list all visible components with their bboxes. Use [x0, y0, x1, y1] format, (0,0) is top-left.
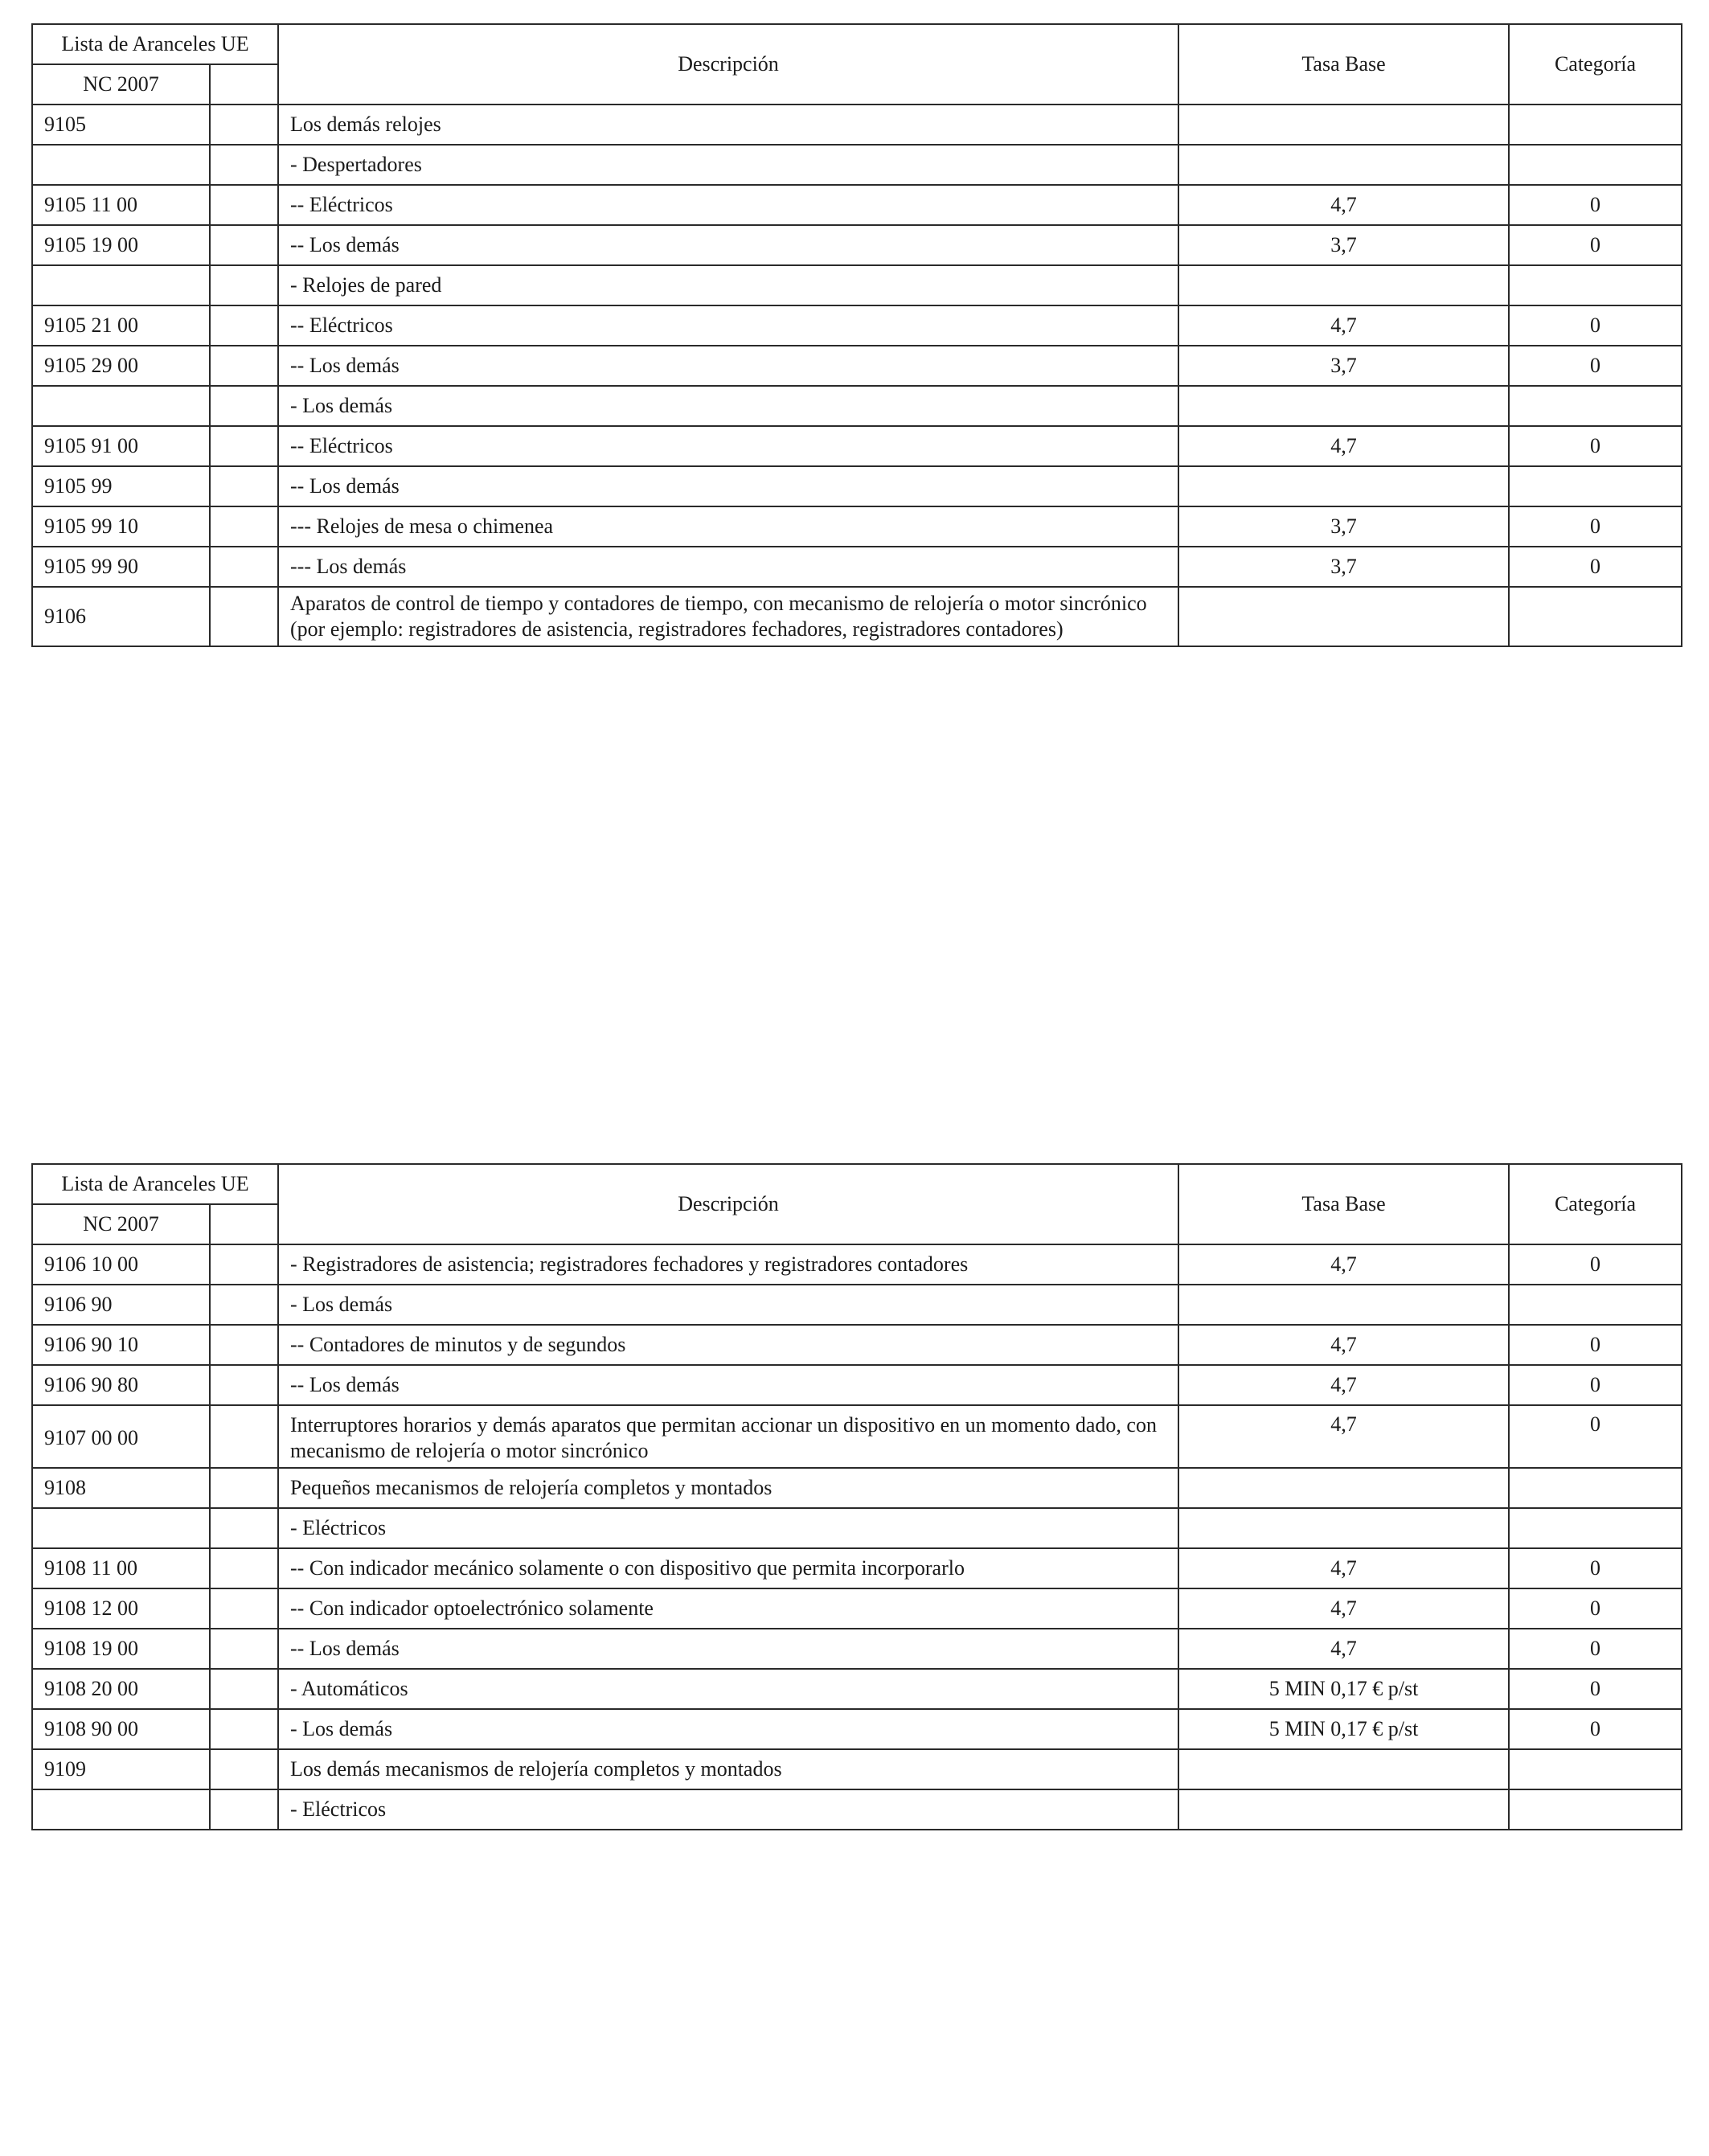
description: -- Los demás: [278, 346, 1178, 386]
base-rate: [1178, 1285, 1509, 1325]
base-rate: 4,7: [1178, 185, 1509, 225]
description: Interruptores horarios y demás aparatos que permitan accionar un dispositivo en un momento dado, con mecanismo de relojería o motor sincrónico: [278, 1405, 1178, 1468]
tariff-code: 9105 99 10: [32, 506, 210, 547]
description: -- Contadores de minutos y de segundos: [278, 1325, 1178, 1365]
table-row: [32, 587, 1682, 646]
sub-code: [210, 506, 278, 547]
base-rate: [1178, 105, 1509, 145]
header-blank: [210, 1204, 278, 1244]
base-rate: [1178, 386, 1509, 426]
header-categoria: Categoría: [1509, 24, 1682, 105]
category: 0: [1509, 1325, 1682, 1365]
header-row: [32, 1164, 1682, 1204]
base-rate: [1178, 145, 1509, 185]
tariff-code: [32, 145, 210, 185]
tariff-code: 9105 29 00: [32, 346, 210, 386]
tariff-code: 9106 90 80: [32, 1365, 210, 1405]
table-row: [32, 225, 1682, 265]
category: [1509, 466, 1682, 506]
table-row: [32, 1508, 1682, 1548]
sub-code: [210, 386, 278, 426]
table-row: [32, 1789, 1682, 1830]
tariff-code: 9105 91 00: [32, 426, 210, 466]
header-categoria: Categoría: [1509, 1164, 1682, 1244]
base-rate: 5 MIN 0,17 € p/st: [1178, 1709, 1509, 1749]
description: - Eléctricos: [278, 1789, 1178, 1830]
tariff-code: 9105 19 00: [32, 225, 210, 265]
tariff-code: 9106 90: [32, 1285, 210, 1325]
header-tasa-base: Tasa Base: [1178, 1164, 1509, 1244]
base-rate: [1178, 1468, 1509, 1508]
category: 0: [1509, 185, 1682, 225]
tariff-code: 9109: [32, 1749, 210, 1789]
header-row: [32, 24, 1682, 64]
table-row: [32, 145, 1682, 185]
base-rate: [1178, 1789, 1509, 1830]
base-rate: 4,7: [1178, 1629, 1509, 1669]
tariff-code: 9108 90 00: [32, 1709, 210, 1749]
description: Aparatos de control de tiempo y contadores de tiempo, con mecanismo de relojería o motor sincrónico (por ejemplo: registradores de asistencia, registradores fechadores, registradores contadores): [278, 587, 1178, 646]
tariff-code: 9105: [32, 105, 210, 145]
description: - Relojes de pared: [278, 265, 1178, 305]
category: [1509, 265, 1682, 305]
category: 0: [1509, 225, 1682, 265]
sub-code: [210, 587, 278, 646]
base-rate: 3,7: [1178, 506, 1509, 547]
description: -- Los demás: [278, 1365, 1178, 1405]
sub-code: [210, 185, 278, 225]
description: -- Los demás: [278, 1629, 1178, 1669]
sub-code: [210, 1749, 278, 1789]
category: [1509, 587, 1682, 646]
sub-code: [210, 1588, 278, 1629]
base-rate: 4,7: [1178, 305, 1509, 346]
category: 0: [1509, 1548, 1682, 1588]
header-descripcion: Descripción: [278, 24, 1178, 105]
tariff-code: 9106 90 10: [32, 1325, 210, 1365]
sub-code: [210, 426, 278, 466]
category: 0: [1509, 426, 1682, 466]
base-rate: 4,7: [1178, 426, 1509, 466]
sub-code: [210, 1285, 278, 1325]
description: - Automáticos: [278, 1669, 1178, 1709]
category: [1509, 105, 1682, 145]
table-row: [32, 547, 1682, 587]
tariff-code: 9108 19 00: [32, 1629, 210, 1669]
sub-code: [210, 225, 278, 265]
sub-code: [210, 105, 278, 145]
header-tasa-base: Tasa Base: [1178, 24, 1509, 105]
category: 0: [1509, 1709, 1682, 1749]
category: 0: [1509, 1588, 1682, 1629]
description: -- Eléctricos: [278, 426, 1178, 466]
header-lista: Lista de Aranceles UE: [32, 1164, 278, 1204]
base-rate: 4,7: [1178, 1325, 1509, 1365]
tariff-code: [32, 1789, 210, 1830]
table-row: [32, 466, 1682, 506]
category: [1509, 386, 1682, 426]
table-row: [32, 1244, 1682, 1285]
tariff-code: 9108 20 00: [32, 1669, 210, 1709]
table-row: [32, 1669, 1682, 1709]
category: 0: [1509, 1669, 1682, 1709]
tariff-code: [32, 1508, 210, 1548]
base-rate: 4,7: [1178, 1244, 1509, 1285]
description: - Eléctricos: [278, 1508, 1178, 1548]
table-row: [32, 305, 1682, 346]
sub-code: [210, 1325, 278, 1365]
category: [1509, 1508, 1682, 1548]
category: 0: [1509, 305, 1682, 346]
category: [1509, 1789, 1682, 1830]
description: -- Eléctricos: [278, 185, 1178, 225]
base-rate: [1178, 1749, 1509, 1789]
base-rate: 4,7: [1178, 1588, 1509, 1629]
sub-code: [210, 305, 278, 346]
table-row: [32, 1468, 1682, 1508]
table-row: [32, 105, 1682, 145]
base-rate: [1178, 466, 1509, 506]
tariff-code: [32, 386, 210, 426]
tariff-code: [32, 265, 210, 305]
sub-code: [210, 1629, 278, 1669]
table-row: [32, 185, 1682, 225]
table-row: [32, 1548, 1682, 1588]
category: 0: [1509, 547, 1682, 587]
description: -- Con indicador mecánico solamente o con dispositivo que permita incorporarlo: [278, 1548, 1178, 1588]
sub-code: [210, 265, 278, 305]
table-row: [32, 1365, 1682, 1405]
category: 0: [1509, 506, 1682, 547]
sub-code: [210, 1244, 278, 1285]
tariff-code: 9105 99: [32, 466, 210, 506]
tariff-code: 9107 00 00: [32, 1405, 210, 1468]
category: [1509, 1468, 1682, 1508]
tariff-code: 9108 11 00: [32, 1548, 210, 1588]
header-blank: [210, 64, 278, 105]
description: Pequeños mecanismos de relojería completos y montados: [278, 1468, 1178, 1508]
base-rate: [1178, 265, 1509, 305]
sub-code: [210, 346, 278, 386]
table-row: [32, 1325, 1682, 1365]
header-descripcion: Descripción: [278, 1164, 1178, 1244]
tariff-table-1: [31, 23, 1682, 647]
base-rate: 5 MIN 0,17 € p/st: [1178, 1669, 1509, 1709]
sub-code: [210, 1508, 278, 1548]
table-row: [32, 1709, 1682, 1749]
table-row: [32, 1629, 1682, 1669]
description: - Despertadores: [278, 145, 1178, 185]
sub-code: [210, 1789, 278, 1830]
header-nc: NC 2007: [32, 64, 210, 105]
table-row: [32, 1285, 1682, 1325]
table-row: [32, 1588, 1682, 1629]
sub-code: [210, 1548, 278, 1588]
description: - Registradores de asistencia; registradores fechadores y registradores contadores: [278, 1244, 1178, 1285]
description: - Los demás: [278, 386, 1178, 426]
base-rate: 3,7: [1178, 225, 1509, 265]
base-rate: [1178, 587, 1509, 646]
table-row: [32, 506, 1682, 547]
tariff-table-2: [31, 1163, 1682, 1830]
header-nc: NC 2007: [32, 1204, 210, 1244]
tariff-code: 9108: [32, 1468, 210, 1508]
table-row: [32, 1749, 1682, 1789]
sub-code: [210, 145, 278, 185]
sub-code: [210, 1365, 278, 1405]
table-row: [32, 1405, 1682, 1468]
description: -- Los demás: [278, 225, 1178, 265]
base-rate: 4,7: [1178, 1548, 1509, 1588]
category: [1509, 1749, 1682, 1789]
description: - Los demás: [278, 1709, 1178, 1749]
sub-code: [210, 547, 278, 587]
table-row: [32, 386, 1682, 426]
sub-code: [210, 1669, 278, 1709]
sub-code: [210, 1709, 278, 1749]
category: 0: [1509, 1244, 1682, 1285]
category: 0: [1509, 1365, 1682, 1405]
description: --- Los demás: [278, 547, 1178, 587]
base-rate: 4,7: [1178, 1405, 1509, 1468]
tariff-code: 9105 99 90: [32, 547, 210, 587]
base-rate: 3,7: [1178, 346, 1509, 386]
tariff-code: 9106 10 00: [32, 1244, 210, 1285]
tariff-code: 9106: [32, 587, 210, 646]
base-rate: 3,7: [1178, 547, 1509, 587]
header-lista: Lista de Aranceles UE: [32, 24, 278, 64]
sub-code: [210, 466, 278, 506]
category: 0: [1509, 1405, 1682, 1468]
description: Los demás mecanismos de relojería completos y montados: [278, 1749, 1178, 1789]
tariff-code: 9105 21 00: [32, 305, 210, 346]
sub-code: [210, 1405, 278, 1468]
category: 0: [1509, 1629, 1682, 1669]
description: -- Los demás: [278, 466, 1178, 506]
category: [1509, 145, 1682, 185]
tariff-code: 9105 11 00: [32, 185, 210, 225]
description: - Los demás: [278, 1285, 1178, 1325]
table-body: [32, 105, 1682, 646]
table-row: [32, 346, 1682, 386]
description: --- Relojes de mesa o chimenea: [278, 506, 1178, 547]
description: Los demás relojes: [278, 105, 1178, 145]
description: -- Eléctricos: [278, 305, 1178, 346]
table-row: [32, 265, 1682, 305]
description: -- Con indicador optoelectrónico solamente: [278, 1588, 1178, 1629]
base-rate: [1178, 1508, 1509, 1548]
base-rate: 4,7: [1178, 1365, 1509, 1405]
category: 0: [1509, 346, 1682, 386]
table-body: [32, 1244, 1682, 1830]
category: [1509, 1285, 1682, 1325]
sub-code: [210, 1468, 278, 1508]
tariff-code: 9108 12 00: [32, 1588, 210, 1629]
table-row: [32, 426, 1682, 466]
